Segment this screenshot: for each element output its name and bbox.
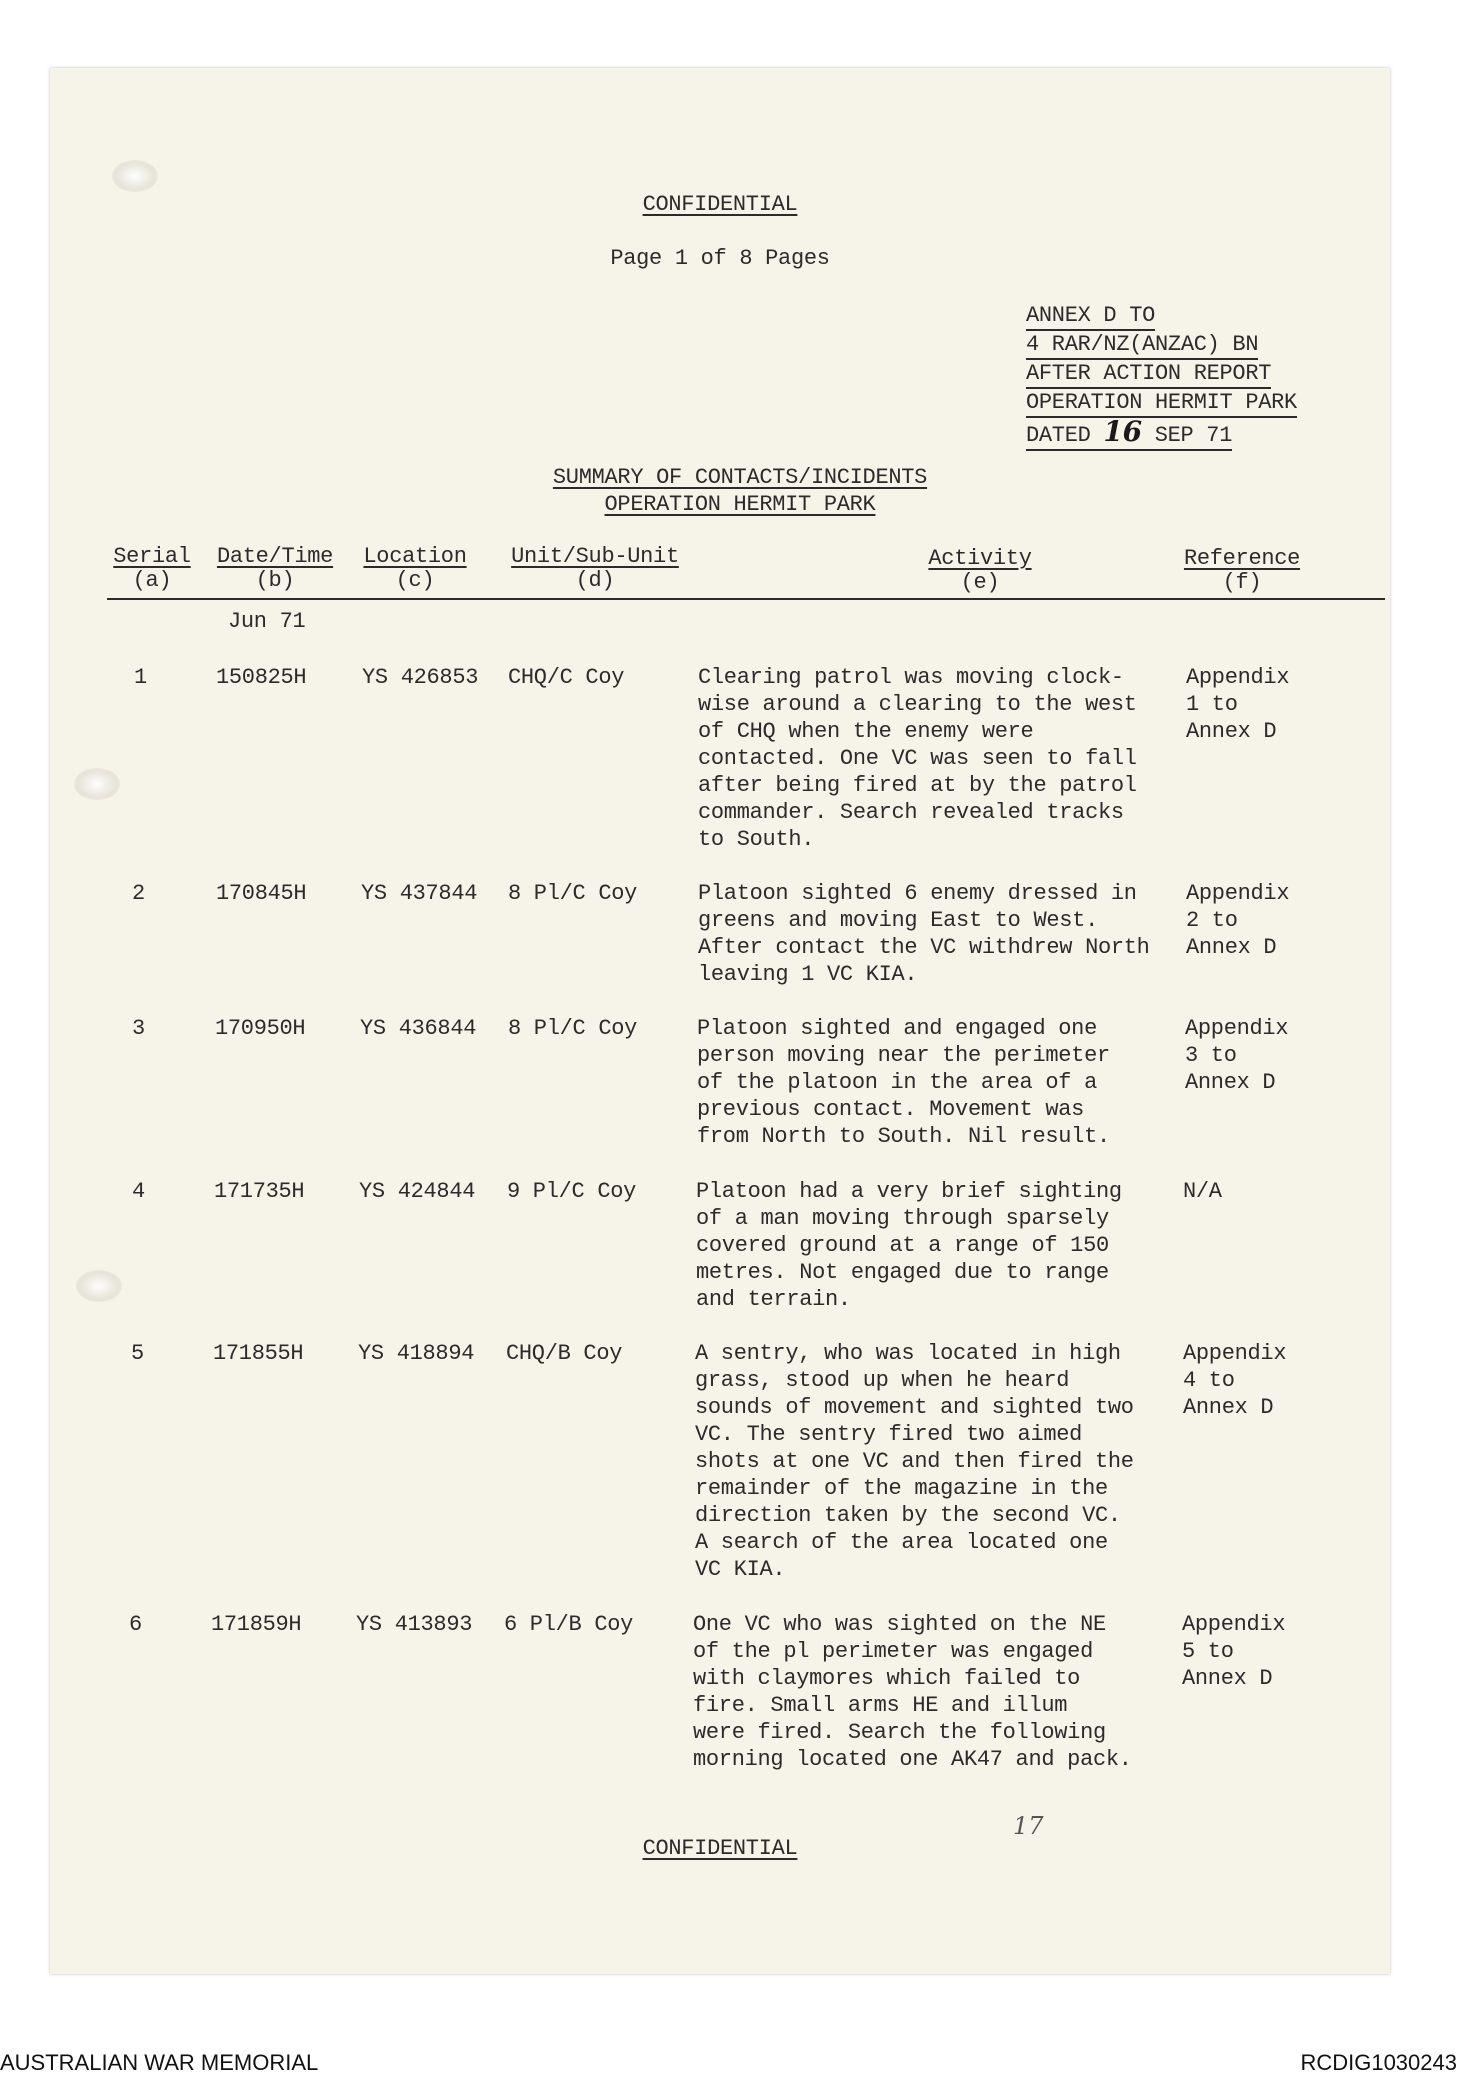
- archive-item-id: RCDIG1030243: [1300, 2050, 1457, 2075]
- cell-datetime: 171859H: [211, 1612, 302, 1637]
- cell-reference: Appendix 4 to Annex D: [1183, 1341, 1287, 1420]
- annex-date-line: [1026, 415, 1233, 451]
- cell-reference: Appendix 1 to Annex D: [1186, 665, 1290, 744]
- cell-location: YS 418894: [358, 1341, 475, 1366]
- header-rule: [107, 598, 1385, 600]
- handwritten-date: 16: [1103, 415, 1142, 448]
- column-header-serial: [102, 545, 202, 593]
- annex-line-4: OPERATION HERMIT PARK: [1026, 389, 1297, 418]
- cell-unit: 6 Pl/B Coy: [504, 1612, 634, 1637]
- annex-date-prefix: DATED: [1026, 423, 1104, 448]
- summary-title-line-2: OPERATION HERMIT PARK: [604, 492, 876, 517]
- cell-datetime: 170950H: [215, 1016, 306, 1041]
- column-header-activity: [850, 547, 1110, 595]
- annex-line-1: ANNEX D TO: [1026, 302, 1155, 331]
- cell-location: YS 437844: [361, 881, 478, 906]
- margin-mark: 17: [1013, 1812, 1044, 1840]
- page-indicator: Page 1 of 8 Pages: [610, 246, 830, 271]
- cell-unit: 8 Pl/C Coy: [508, 881, 638, 906]
- cell-activity: Clearing patrol was moving clock- wise around a clearing to the west of CHQ when the enemy were contacted. One VC was seen to fall after being fired at by the patrol commander. Search revealed tracks to South.: [698, 665, 1137, 852]
- column-code: (e): [960, 570, 1000, 595]
- column-heading: Date/Time: [216, 544, 334, 569]
- emboss-mark: [76, 1270, 122, 1302]
- cell-activity: Platoon had a very brief sighting of a man moving through sparsely covered ground at a range of 150 metres. Not engaged due to range and terrain.: [696, 1179, 1122, 1312]
- cell-unit: CHQ/B Coy: [506, 1341, 623, 1366]
- month-label: Jun 71: [228, 609, 306, 634]
- cell-reference: N/A: [1183, 1179, 1222, 1204]
- cell-serial: 5: [131, 1341, 144, 1366]
- document-page: [50, 68, 1390, 1974]
- summary-title: [460, 464, 1020, 518]
- cell-serial: 4: [132, 1179, 145, 1204]
- emboss-mark: [112, 160, 158, 192]
- column-code: (a): [132, 568, 172, 593]
- cell-location: YS 426853: [362, 665, 479, 690]
- cell-serial: 3: [132, 1016, 145, 1041]
- emboss-mark: [74, 768, 120, 800]
- cell-location: YS 436844: [360, 1016, 477, 1041]
- cell-serial: 2: [132, 881, 145, 906]
- column-heading: Serial: [113, 544, 191, 569]
- column-heading: Location: [363, 544, 467, 569]
- summary-title-line-1: SUMMARY OF CONTACTS/INCIDENTS: [552, 465, 928, 490]
- cell-reference: Appendix 5 to Annex D: [1182, 1612, 1286, 1691]
- column-header-datetime: [210, 545, 340, 593]
- column-heading: Reference: [1183, 546, 1301, 571]
- cell-datetime: 171735H: [214, 1179, 305, 1204]
- cell-activity: Platoon sighted 6 enemy dressed in greens and moving East to West. After contact the VC withdrew North leaving 1 VC KIA.: [698, 881, 1150, 987]
- cell-datetime: 170845H: [216, 881, 307, 906]
- column-code: (b): [255, 568, 295, 593]
- cell-serial: 1: [134, 665, 147, 690]
- archive-institution: AUSTRALIAN WAR MEMORIAL: [0, 2050, 319, 2075]
- annex-reference-block: [1026, 302, 1297, 451]
- cell-datetime: 150825H: [216, 665, 307, 690]
- cell-activity: A sentry, who was located in high grass, stood up when he heard sounds of movement and sighted two VC. The sentry fired two aimed shots at one VC and then fired the remainder of the magazine in the direction taken by the second VC. A search of the area located one VC KIA.: [695, 1341, 1134, 1582]
- column-code: (c): [395, 568, 435, 593]
- cell-reference: Appendix 3 to Annex D: [1185, 1016, 1289, 1095]
- cell-activity: Platoon sighted and engaged one person moving near the perimeter of the platoon in the area of a previous contact. Movement was from North to South. Nil result.: [697, 1016, 1110, 1149]
- cell-unit: 8 Pl/C Coy: [508, 1016, 638, 1041]
- annex-line-2: 4 RAR/NZ(ANZAC) BN: [1026, 331, 1258, 360]
- column-code: (f): [1222, 570, 1262, 595]
- column-header-location: [355, 545, 475, 593]
- column-heading: Activity: [928, 546, 1032, 571]
- column-header-reference: [1172, 547, 1312, 595]
- column-header-unit: [500, 545, 690, 593]
- cell-unit: CHQ/C Coy: [508, 665, 625, 690]
- annex-line-3: AFTER ACTION REPORT: [1026, 360, 1271, 389]
- column-code: (d): [575, 568, 615, 593]
- annex-date-suffix: SEP 71: [1141, 423, 1233, 448]
- cell-reference: Appendix 2 to Annex D: [1186, 881, 1290, 960]
- classification-bottom: CONFIDENTIAL: [642, 1836, 798, 1861]
- cell-location: YS 424844: [359, 1179, 476, 1204]
- cell-serial: 6: [129, 1612, 142, 1637]
- cell-location: YS 413893: [356, 1612, 473, 1637]
- cell-datetime: 171855H: [213, 1341, 304, 1366]
- classification-top: CONFIDENTIAL: [642, 192, 798, 217]
- cell-activity: One VC who was sighted on the NE of the pl perimeter was engaged with claymores which failed to fire. Small arms HE and illum were fired. Search the following morning located one AK47 and pack.: [693, 1612, 1132, 1772]
- column-heading: Unit/Sub-Unit: [511, 544, 679, 569]
- cell-unit: 9 Pl/C Coy: [507, 1179, 637, 1204]
